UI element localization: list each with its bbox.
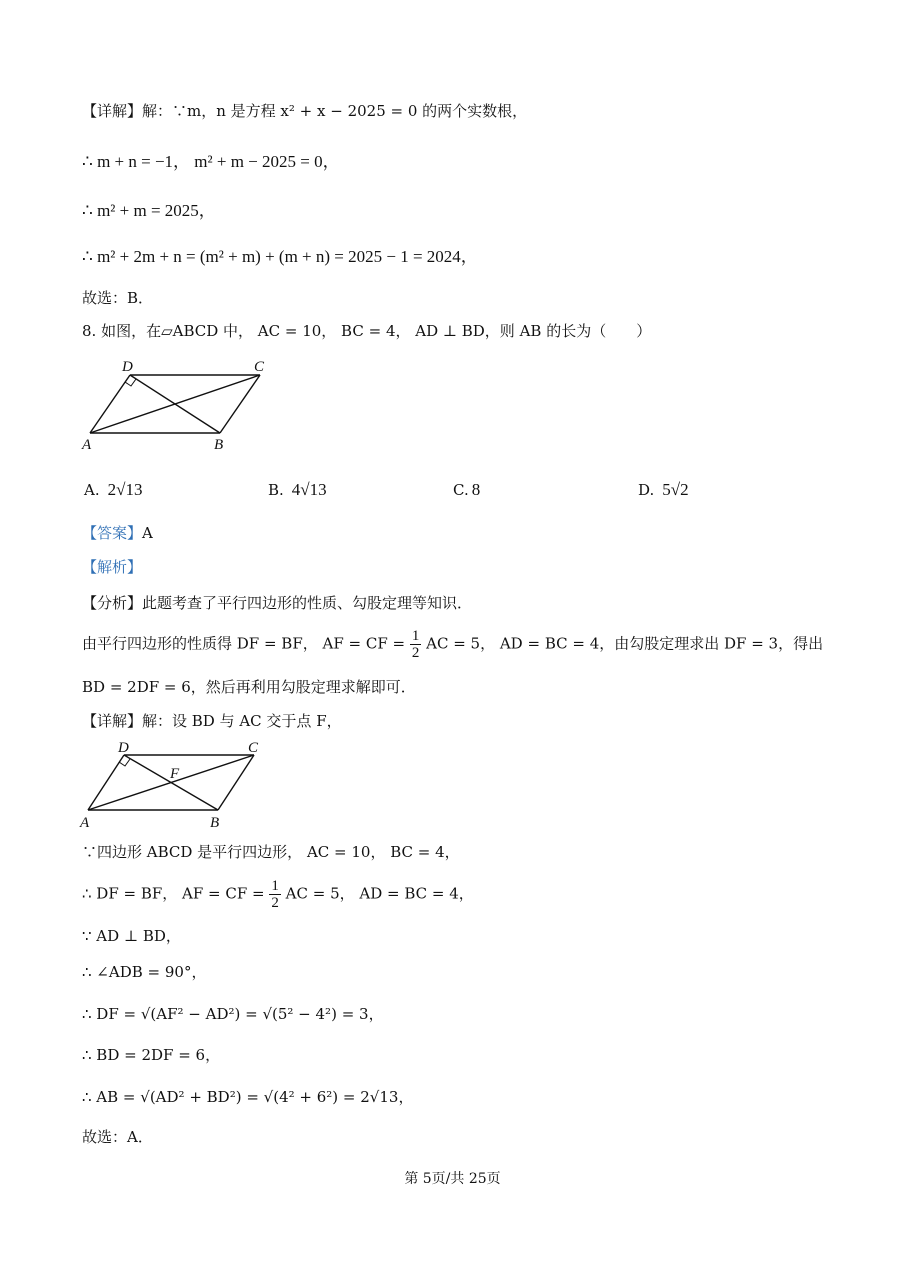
detail-heading: 【详解】解：设 BD 与 AC 交于点 F， [82,712,342,730]
diagonal-bd [130,375,220,433]
fraction-half-2 [269,878,281,911]
side-bc [218,755,254,810]
analysis-line-1 [82,628,823,661]
fenxi-line: 【分析】此题考查了平行四边形的性质、勾股定理等知识． [82,594,473,612]
label-b: B [210,815,220,831]
step-s2-pre: ∴ DF = BF， AF = CF = [82,884,270,903]
label-f: F [170,766,180,782]
step-line-4: ∴ m² + 2m + n = (m² + m) + (m + n) = 2025 − 1 = 2024， [82,247,478,266]
fraction-half-1 [410,628,422,661]
label-d: D [118,740,129,756]
option-d-value: 5√2 [662,480,689,499]
answer-tag: 【答案】 [82,524,143,542]
answer-value: A [142,524,153,542]
option-a-label: A. [84,481,100,499]
option-c-value: 8 [471,480,481,499]
option-b-label: B. [268,481,284,499]
question-8: 8. 如图，在▱ABCD 中， AC = 10， BC = 4， AD ⊥ BD，则 AB 的长为（ ） [82,322,652,340]
choose-a: 故选：A． [82,1128,153,1146]
parallelogram-figure-2 [78,738,278,833]
step-s2 [82,878,474,911]
label-d: D [122,359,133,375]
option-c [453,480,480,500]
option-b-value: 4√13 [291,480,327,499]
label-b: B [214,437,224,453]
parallelogram-figure-1 [80,355,280,455]
side-ad [88,755,124,810]
fraction-denominator: 2 [411,645,420,661]
fraction-numerator: 1 [411,628,420,644]
fraction-denominator: 2 [271,895,279,911]
analysis-line-2: BD = 2DF = 6，然后再利用勾股定理求解即可． [82,678,416,696]
step-s4: ∴ ∠ADB = 90°， [82,963,207,981]
step-s2-post: AC = 5， AD = BC = 4， [285,884,474,903]
analysis-line-1-post: AC = 5， AD = BC = 4，由勾股定理求出 DF = 3，得出 [426,634,824,653]
answer-row [82,522,153,543]
label-c: C [254,359,265,375]
diagonal-bd [124,755,218,810]
step-s7: ∴ AB = √(AD² + BD²) = √(4² + 6²) = 2√13， [82,1088,414,1106]
option-c-label: C. [453,481,469,499]
option-d-label: D. [638,481,655,499]
step-line-2: ∴ m + n = −1， m² + m − 2025 = 0， [82,152,340,171]
side-bc [220,375,260,433]
option-b [268,480,327,500]
label-c: C [248,740,259,756]
side-ad [90,375,130,433]
analysis-line-1-pre: 由平行四边形的性质得 DF = BF， AF = CF = [82,634,410,653]
choose-b: 故选：B． [82,289,154,307]
detail-line-1: 【详解】解：∵m，n 是方程 x² + x − 2025 = 0 的两个实数根， [82,102,528,120]
label-a: A [82,437,92,453]
step-s6: ∴ BD = 2DF = 6， [82,1046,221,1064]
step-line-3: ∴ m² + m = 2025， [82,201,216,220]
step-s1: ∵四边形 ABCD 是平行四边形， AC = 10， BC = 4， [82,843,460,861]
step-s5: ∴ DF = √(AF² − AD²) = √(5² − 4²) = 3， [82,1005,384,1023]
page-footer: 第 5页/共 25页 [404,1171,501,1187]
option-a [84,480,142,500]
step-s3: ∵ AD ⊥ BD， [82,927,181,945]
option-a-value: 2√13 [107,480,143,499]
option-d [638,480,689,500]
analysis-tag: 【解析】 [82,558,143,576]
label-a: A [80,815,90,831]
fraction-numerator: 1 [271,878,279,894]
